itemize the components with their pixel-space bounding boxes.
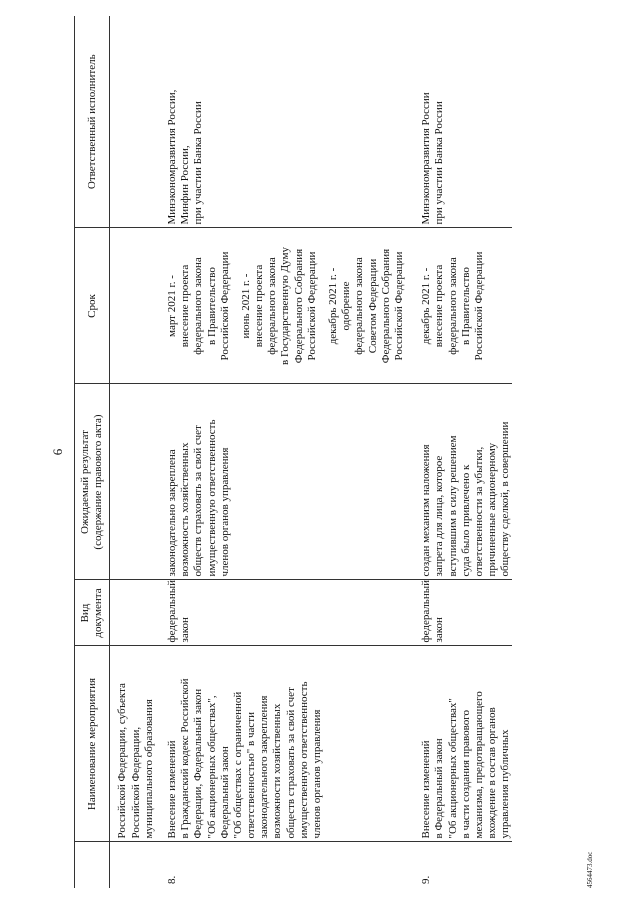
expected-result — [110, 384, 156, 580]
measure-name: Российской Федерации, субъекта Российской Федерации, муниципального образования — [110, 646, 156, 842]
doc-type: федеральный закон — [156, 580, 406, 646]
header-term: Срок — [75, 228, 110, 384]
header-name: Наименование мероприятия — [75, 646, 110, 842]
doc-type: федеральный закон — [406, 580, 512, 646]
term-stage: декабрь 2021 г. - внесение проекта федерального закона в Правительство Российской Федерации — [420, 251, 485, 361]
page-number: 6 — [50, 448, 65, 456]
header-doc-type: Вид документа — [75, 580, 110, 646]
table-row — [406, 16, 512, 888]
row-number: 9. — [420, 875, 433, 884]
term-stage: июнь 2021 г. - внесение проекта федерального закона в Государственную Думу Федерального Собрания Российской Федерации — [239, 247, 318, 365]
header-responsible: Ответственный исполнитель — [75, 16, 110, 228]
header-number — [75, 842, 110, 888]
measures-table — [74, 16, 512, 888]
doc-type — [110, 580, 156, 646]
measure-name: Внесение изменений в Гражданский кодекс Российской Федерации, Федеральный закон "Об акционерных обществах", Федеральный закон "Об обществах с ограниченной ответственностью" в части законодательного закрепления возможности хозяйственных обществ страховать за свой счет имущественную ответственность членов органов управления — [156, 646, 406, 842]
table-row — [156, 16, 406, 888]
term — [110, 228, 156, 384]
expected-result: законодательно закреплена возможность хозяйственных обществ страховать за свой счет имущественную ответственность членов органов управления — [156, 384, 406, 580]
responsible-executor: Минэкономразвития России, Минфин России, при участии Банка России — [156, 16, 406, 228]
row-number — [110, 842, 156, 888]
term — [156, 228, 406, 384]
responsible-executor: Минэкономразвития России при участии Банка России — [406, 16, 512, 228]
term-stage: декабрь 2021 г. - одобрение федерального закона Советом Федерации Федерального Собрания Российской Федерации — [327, 248, 405, 364]
document-file-id: 4564473.doc — [585, 851, 594, 888]
responsible-executor — [110, 16, 156, 228]
rotated-document-page — [40, 12, 600, 892]
measure-name: Внесение изменений в Федеральный закон "Об акционерных обществах" в части создания правового механизма, предотвращающего вхождение в состав органов управления публичных — [406, 646, 512, 842]
table-row — [110, 16, 156, 888]
expected-result: создан механизм наложения запрета для лица, которое вступившим в силу решением суда было привлечено к ответственности за убытки, причиненные акционерному обществу сделкой, в совершении — [406, 384, 512, 580]
term — [406, 228, 512, 384]
row-number: 8. — [165, 875, 178, 884]
header-result: Ожидаемый результат (содержание правового акта) — [75, 384, 110, 580]
table-header-row — [75, 16, 110, 888]
term-stage: март 2021 г. - внесение проекта федерального закона в Правительство Российской Федерации — [165, 251, 231, 361]
